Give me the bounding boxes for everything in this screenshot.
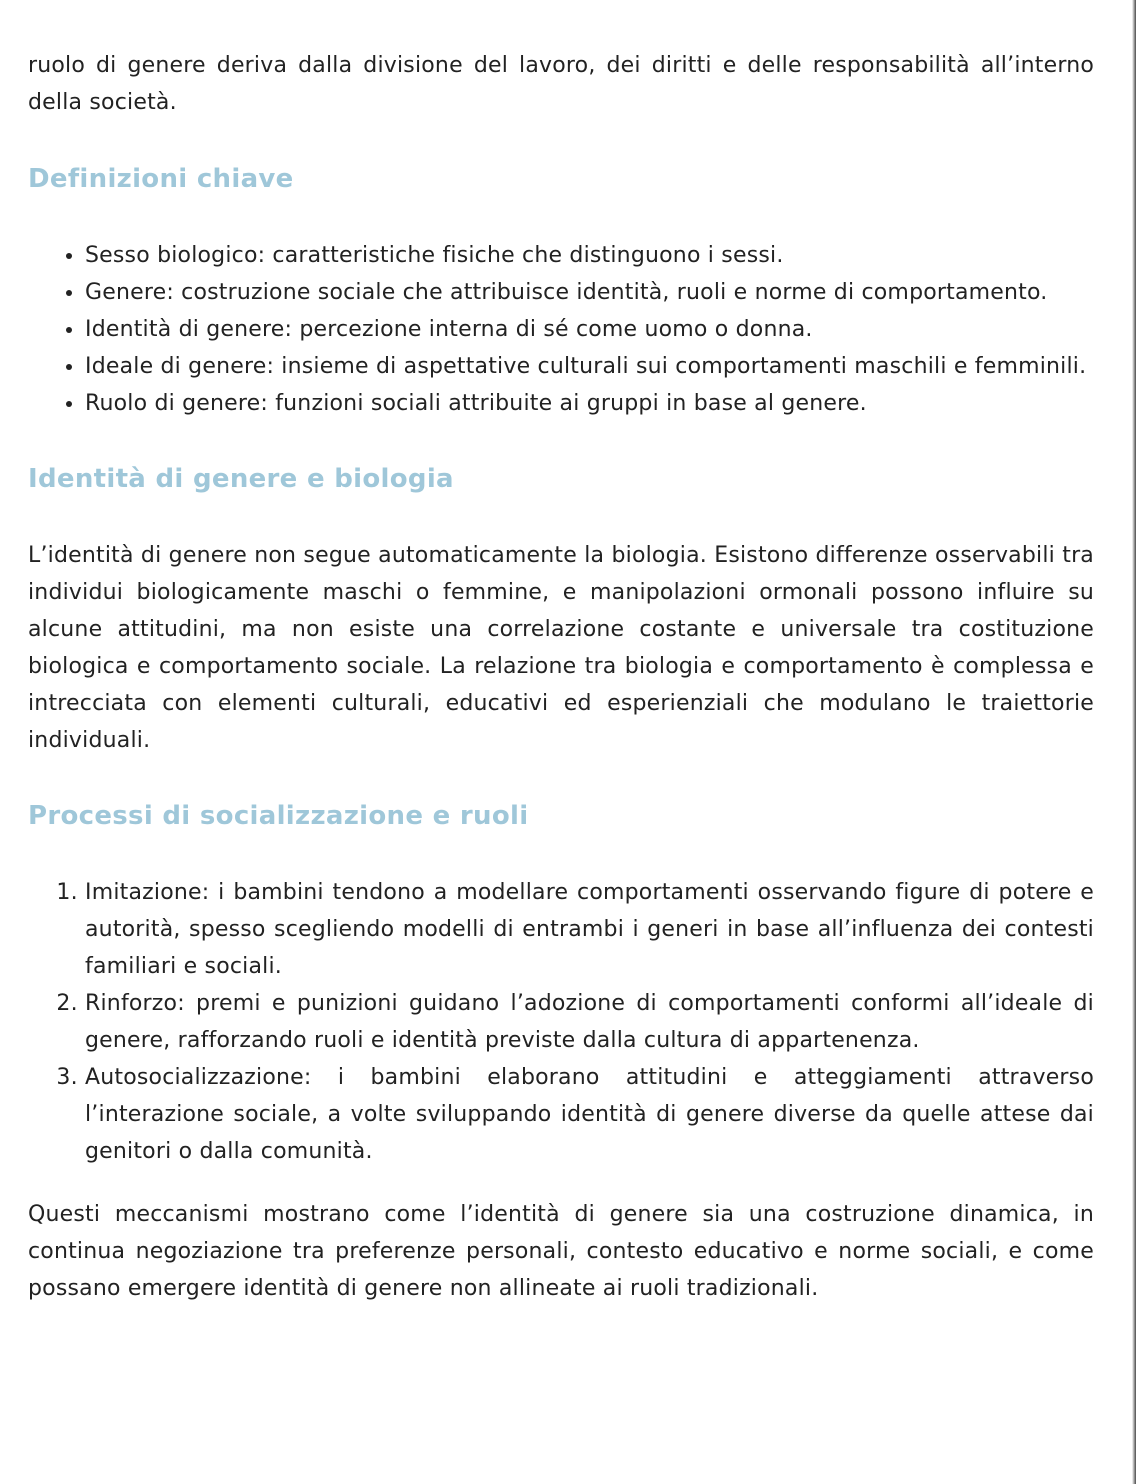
definitions-list [28,237,1094,422]
intro-paragraph: ruolo di genere deriva dalla divisione del lavoro, dei diritti e delle responsabilità all’interno della società. [28,53,1094,115]
closing-paragraph: Questi meccanismi mostrano come l’identità di genere sia una costruzione dinamica, in continua negoziazione tra preferenze personali, contesto educativo e norme sociali, e come possano emergere identità di genere non allineate ai ruoli tradizionali. [28,1202,1094,1301]
list-item: 3. Autosocializzazione: i bambini elaborano attitudini e atteggiamenti attraverso l’interazione sociale, a volte sviluppando identità di genere diverse da quelle attese dai genitori o dalla comunità. [85,1059,1094,1170]
section-heading-biology: Identità di genere e biologia [28,464,454,494]
document-page [28,47,1094,1307]
list-item: 1. Imitazione: i bambini tendono a modellare comportamenti osservando figure di potere e autorità, spesso scegliendo modelli di entrambi i generi in base all’influenza dei contesti familiari e sociali. [85,874,1094,985]
socialization-list [28,874,1094,1170]
section-heading-socialization: Processi di socializzazione e ruoli [28,801,529,831]
section-heading-definitions: Definizioni chiave [28,164,294,194]
list-item: • Identità di genere: percezione interna di sé come uomo o donna. [85,311,1094,348]
biology-paragraph: L’identità di genere non segue automaticamente la biologia. Esistono differenze osservabili tra individui biologicamente maschi o femmine, e manipolazioni ormonali possono influire su alcune attitudini, ma non esiste una correlazione costante e universale tra costituzione biologica e comportamento sociale. La relazione tra biologia e comportamento è complessa e intrecciata con elementi culturali, educativi ed esperienziali che modulano le traiettorie individuali. [28,543,1094,753]
list-item: • Genere: costruzione sociale che attribuisce identità, ruoli e norme di comportamento. [85,274,1094,311]
window-edge [1132,0,1136,1484]
list-item: • Sesso biologico: caratteristiche fisiche che distinguono i sessi. [85,237,1094,274]
list-item: • Ruolo di genere: funzioni sociali attribuite ai gruppi in base al genere. [85,385,1094,422]
list-item: 2. Rinforzo: premi e punizioni guidano l’adozione di comportamenti conformi all’ideale di genere, rafforzando ruoli e identità previste dalla cultura di appartenenza. [85,985,1094,1059]
list-item: • Ideale di genere: insieme di aspettative culturali sui comportamenti maschili e femminili. [85,348,1094,385]
